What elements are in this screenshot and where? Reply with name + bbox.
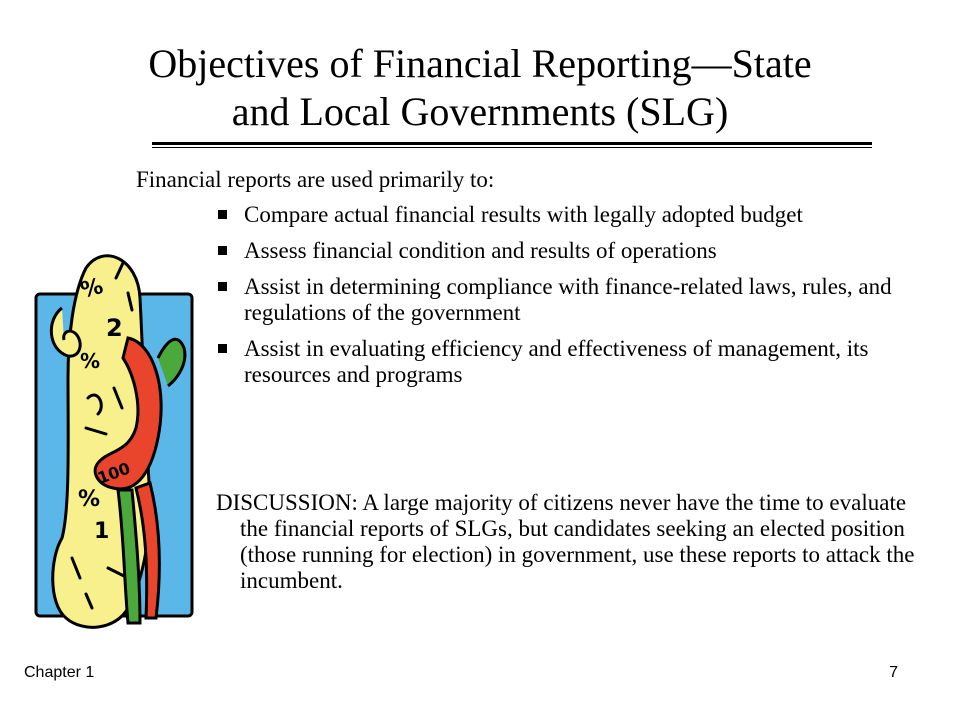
scroll-mark: 1	[94, 519, 110, 544]
square-bullet-icon	[218, 210, 227, 219]
scroll-report-icon	[28, 238, 206, 658]
scroll-mark: 100	[94, 458, 133, 488]
intro-text: Financial reports are used primarily to:	[136, 167, 495, 192]
bullet-text: Assist in evaluating efficiency and effectiveness of management, its resources and programs	[244, 336, 869, 387]
bullet-item	[216, 202, 896, 228]
scroll-mark: %	[78, 273, 106, 304]
bullet-item	[216, 336, 896, 388]
bullet-text: Assist in determining compliance with finance-related laws, rules, and regulations of the government	[244, 274, 892, 325]
bullet-item	[216, 238, 896, 264]
bullet-text: Compare actual financial results with legally adopted budget	[244, 202, 803, 227]
bullet-item	[216, 274, 896, 326]
slide-title-line-2: and Local Governments (SLG)	[231, 89, 729, 134]
bullet-text: Assess financial condition and results of operations	[244, 238, 717, 263]
page-number: 7	[889, 664, 898, 681]
bullet-list	[216, 202, 896, 398]
footer-chapter: Chapter 1	[24, 664, 95, 681]
scroll-mark: 2	[106, 314, 123, 342]
title-divider	[152, 142, 872, 148]
scroll-mark: %	[80, 349, 101, 373]
slide-title-line-1: Objectives of Financial Reporting—State	[148, 41, 812, 86]
square-bullet-icon	[218, 246, 227, 255]
scroll-mark: %	[78, 487, 101, 512]
square-bullet-icon	[218, 282, 227, 291]
slide-title	[60, 40, 900, 136]
discussion-text: DISCUSSION: A large majority of citizens never have the time to evaluate the financial reports of SLGs, but candidates seeking an elected position (those running for election) in government, use these reports to attack the incumbent.	[216, 490, 915, 593]
square-bullet-icon	[218, 344, 227, 353]
